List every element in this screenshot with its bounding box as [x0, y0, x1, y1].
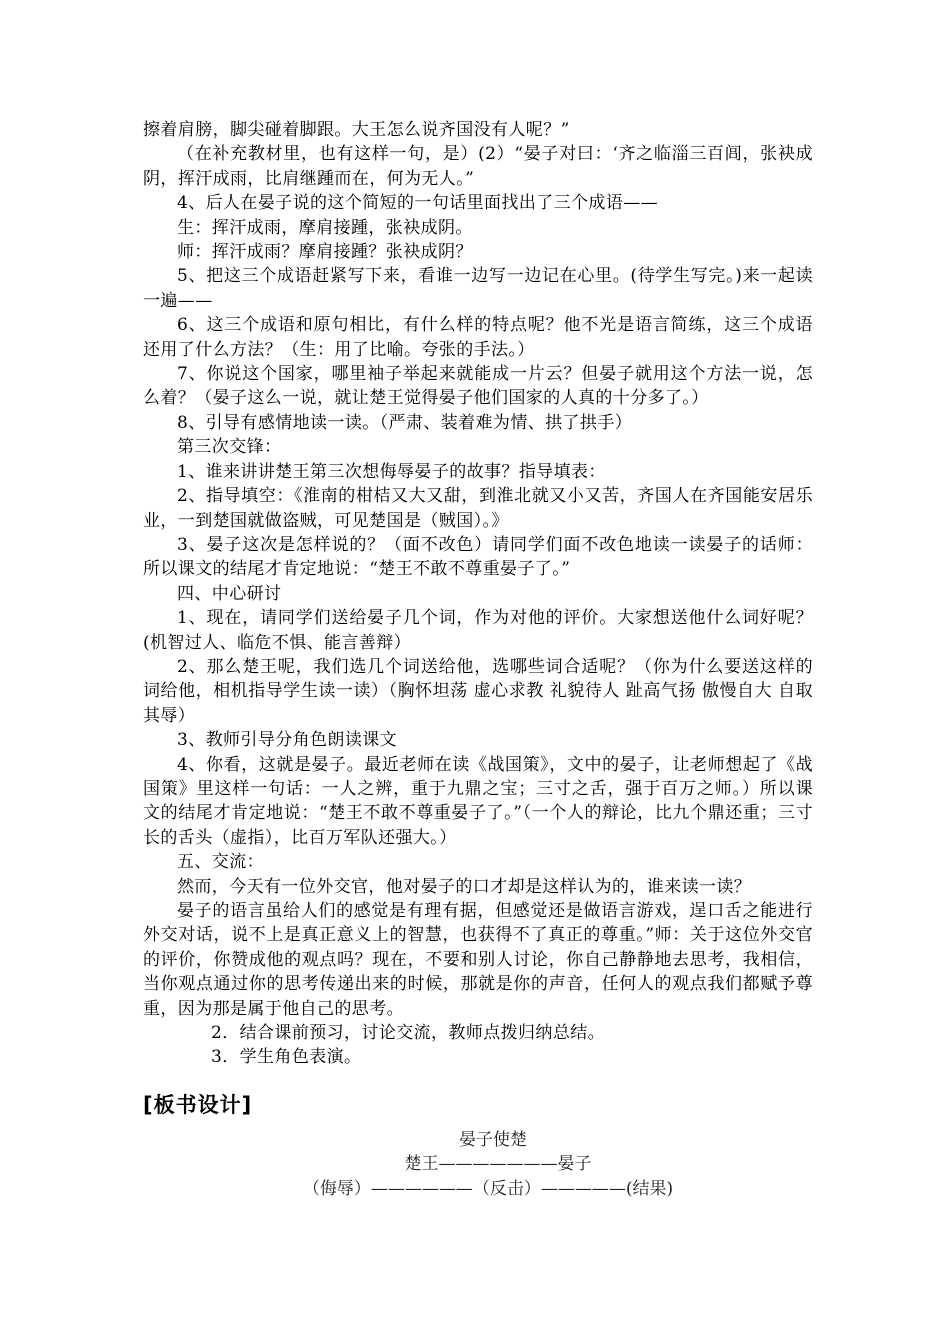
- paragraph: 师：挥汗成雨？摩肩接踵？张袂成阴？: [177, 242, 473, 263]
- paragraph: 7、你说这个国家，哪里袖子举起来就能成一片云？但晏子就用这个方法一说，怎么着？（晏子这么一说，就让楚王觉得晏子他们国家的人真的十分多了。）: [143, 364, 813, 409]
- paragraph: 擦着肩膀，脚尖碰着脚跟。大王怎么说齐国没有人呢？”: [143, 120, 570, 140]
- paragraph: 2、那么楚王呢，我们选几个词送给他，选哪些词合适呢？（你为什么要送这样的词给他，相机指导学生读一读）（胸怀坦荡 虚心求教 礼貌待人 趾高气扬 傲慢自大 自取其辱）: [143, 656, 813, 726]
- paragraph: 4、你看，这就是晏子。最近老师在读《战国策》，文中的晏子，让老师想起了《战国策》里这样一句话：一人之辨，重于九鼎之宝；三寸之舌，强于百万之师。）所以课文的结尾才肯定地说：“楚王不敢不尊重晏子了。”（一个人的辩论，比九个鼎还重；三寸长的舌头（虚指），比百万军队还强大。）: [143, 754, 813, 848]
- board-title: 晏子使楚: [459, 1129, 527, 1150]
- paragraph: 1、谁来讲讲楚王第三次想侮辱晏子的故事？指导填表：: [177, 461, 606, 482]
- paragraph: 五、交流：: [177, 852, 264, 873]
- board-design-heading: [板书设计]: [143, 1092, 253, 1117]
- paragraph: 然而，今天有一位外交官，他对晏子的口才却是这样认为的，谁来读一读？: [177, 876, 752, 897]
- paragraph: 2．结合课前预习，讨论交流，教师点拨归纳总结。: [211, 1023, 606, 1044]
- paragraph: 3．学生角色表演。: [211, 1047, 362, 1068]
- paragraph: （在补充教材里，也有这样一句，是）(2）“晏子对曰：‘齐之临淄三百闾，张袂成阴，挥汗成雨，比肩继踵而在，何为无人。”: [143, 144, 813, 189]
- section-spacer: [143, 1070, 813, 1090]
- paragraph: 8、引导有感情地读一读。（严肃、装着难为情、拱了拱手）: [177, 412, 633, 433]
- paragraph: 1、现在，请同学们送给晏子几个词，作为对他的评价。大家想送他什么词好呢？(机智过人、临危不惧、能言善辩）: [143, 608, 813, 653]
- board-process-line: （侮辱）——————（反击）—————(结果): [302, 1178, 674, 1199]
- paragraph: 6、这三个成语和原句相比，有什么样的特点呢？他不光是语言简练，这三个成语还用了什么方法？（生：用了比喻。夸张的手法。）: [143, 315, 813, 360]
- paragraph: 四、中心研讨: [177, 583, 282, 604]
- board-design: [143, 1128, 813, 1202]
- paragraph: 3、教师引导分角色朗读课文: [177, 730, 398, 751]
- document-page: [143, 118, 813, 1201]
- paragraph: 2、指导填空：《淮南的柑桔又大又甜，到淮北就又小又苦，齐国人在齐国能安居乐业，一到楚国就做盗贼，可见楚国是（贼国）。》: [143, 486, 813, 531]
- board-relation-line: 楚王———————晏子: [404, 1154, 592, 1175]
- lesson-body: [143, 118, 813, 1070]
- paragraph: 4、后人在晏子说的这个简短的一句话里面找出了三个成语——: [177, 193, 659, 214]
- paragraph: 3、晏子这次是怎样说的？（面不改色）请同学们面不改色地读一读晏子的话师：所以课文的结尾才肯定地说：“楚王不敢不尊重晏子了。”: [143, 534, 813, 580]
- paragraph: 第三次交锋：: [177, 437, 282, 458]
- paragraph: 生：挥汗成雨，摩肩接踵，张袂成阴。: [177, 217, 473, 238]
- paragraph: 5、把这三个成语赶紧写下来，看谁一边写一边记在心里。(待学生写完。)来一起读一遍——: [143, 266, 813, 311]
- paragraph: 晏子的语言虽给人们的感觉是有理有据，但感觉还是做语言游戏，逞口舌之能进行外交对话，说不上是真正意义上的智慧，也获得不了真正的尊重。”师：关于这位外交官的评价，你赞成他的观点吗？现在，不要和别人讨论，你自己静静地去思考，我相信，当你观点通过你的思考传递出来的时候，那就是你的声音，任何人的观点我们都赋予尊重，因为那是属于他自己的思考。: [143, 901, 813, 1019]
